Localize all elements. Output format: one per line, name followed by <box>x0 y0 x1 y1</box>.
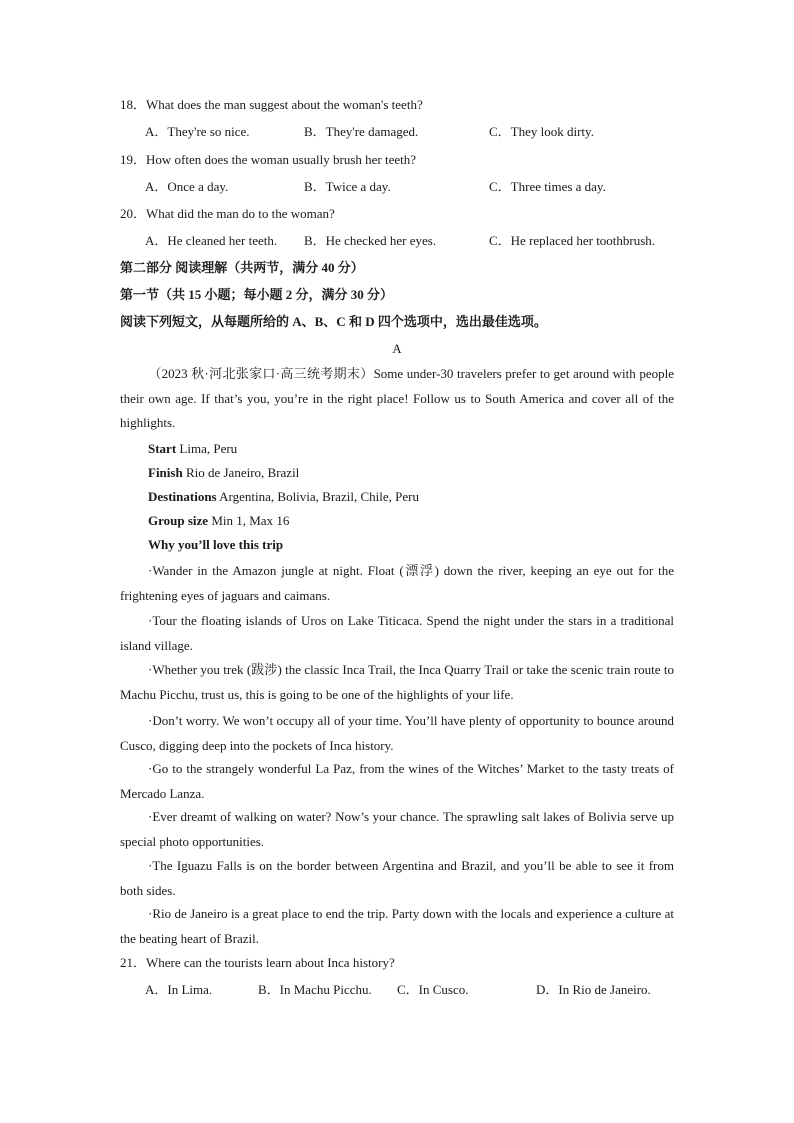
group-size-value: Min 1, Max 16 <box>208 513 290 528</box>
highlight-item <box>120 609 674 658</box>
destinations-label: Destinations <box>148 489 217 504</box>
question-18-option-a: A．They're so nice. <box>145 124 250 139</box>
highlight-item <box>120 854 674 903</box>
finish-value: Rio de Janeiro, Brazil <box>182 465 300 480</box>
why-love-heading: Why you’ll love this trip <box>148 537 284 552</box>
highlight-text: ·The Iguazu Falls is on the border between Argentina and Brazil, and you’ll be able to see it from both sides. <box>120 858 674 898</box>
trip-finish <box>148 465 299 481</box>
trip-destinations <box>148 489 419 505</box>
start-label: Start <box>148 441 177 456</box>
question-19-option-a: A．Once a day. <box>145 179 229 194</box>
question-21-option-c: C．In Cusco. <box>397 982 469 997</box>
group-size-label: Group size <box>148 513 209 528</box>
trip-group-size <box>148 513 289 529</box>
highlight-item <box>120 757 674 806</box>
highlight-item <box>120 805 674 854</box>
start-value: Lima, Peru <box>176 441 238 456</box>
question-20-option-c: C．He replaced her toothbrush. <box>489 233 656 248</box>
trip-start <box>148 441 237 457</box>
finish-label: Finish <box>148 465 183 480</box>
highlight-text: ·Don’t worry. We won’t occupy all of your time. You’ll have plenty of opportunity to bounce around Cusco, digging deep into the pockets of Inca history. <box>120 713 674 753</box>
highlight-item <box>120 709 674 758</box>
question-21-option-a: A．In Lima. <box>145 982 213 997</box>
subsection-title: 第一节（共 15 小题；每小题 2 分，满分 30 分） <box>120 287 394 302</box>
highlight-item <box>120 559 674 608</box>
highlight-item <box>120 658 674 707</box>
question-20-stem: 20．What did the man do to the woman? <box>120 206 335 221</box>
question-19-stem: 19．How often does the woman usually brush her teeth? <box>120 152 417 167</box>
question-19-option-b: B．Twice a day. <box>304 179 391 194</box>
passage-label: A <box>392 341 402 356</box>
passage-intro <box>120 362 674 436</box>
question-19-option-c: C．Three times a day. <box>489 179 606 194</box>
question-18-option-b: B．They're damaged. <box>304 124 419 139</box>
highlight-text: ·Wander in the Amazon jungle at night. Float (漂浮) down the river, keeping an eye out for the frightening eyes of jaguars and caimans. <box>120 563 674 603</box>
question-21-stem: 21．Where can the tourists learn about Inca history? <box>120 955 395 970</box>
destinations-value: Argentina, Bolivia, Brazil, Chile, Peru <box>216 489 419 504</box>
question-20-option-b: B．He checked her eyes. <box>304 233 437 248</box>
question-18-stem: 18．What does the man suggest about the woman's teeth? <box>120 97 423 112</box>
highlight-text: ·Ever dreamt of walking on water? Now’s your chance. The sprawling salt lakes of Bolivia serve up special photo opportunities. <box>120 809 674 849</box>
highlight-text: ·Go to the strangely wonderful La Paz, from the wines of the Witches’ Market to the tasty treats of Mercado Lanza. <box>120 761 674 801</box>
highlight-text: ·Rio de Janeiro is a great place to end the trip. Party down with the locals and experience a culture at the beating heart of Brazil. <box>120 906 674 946</box>
instructions: 阅读下列短文，从每题所给的 A、B、C 和 D 四个选项中，选出最佳选项。 <box>120 314 547 329</box>
highlight-text: ·Whether you trek (跋涉) the classic Inca Trail, the Inca Quarry Trail or take the scenic train route to Machu Picchu, trust us, this is going to be one of the highlights of your life. <box>120 662 674 702</box>
question-21-option-d: D．In Rio de Janeiro. <box>536 982 651 997</box>
question-18-option-c: C．They look dirty. <box>489 124 594 139</box>
part-title: 第二部分 阅读理解（共两节，满分 40 分） <box>120 260 364 275</box>
highlight-text: ·Tour the floating islands of Uros on Lake Titicaca. Spend the night under the stars in a traditional island village. <box>120 613 674 653</box>
highlight-item <box>120 902 674 951</box>
question-20-option-a: A．He cleaned her teeth. <box>145 233 278 248</box>
question-21-option-b: B．In Machu Picchu. <box>258 982 372 997</box>
passage-intro-text: （2023 秋·河北张家口·高三统考期末）Some under-30 travelers prefer to get around with people their own age. If that’s you, you’re in the right place! Follow us to South America and cover all of the highlights. <box>120 366 674 430</box>
